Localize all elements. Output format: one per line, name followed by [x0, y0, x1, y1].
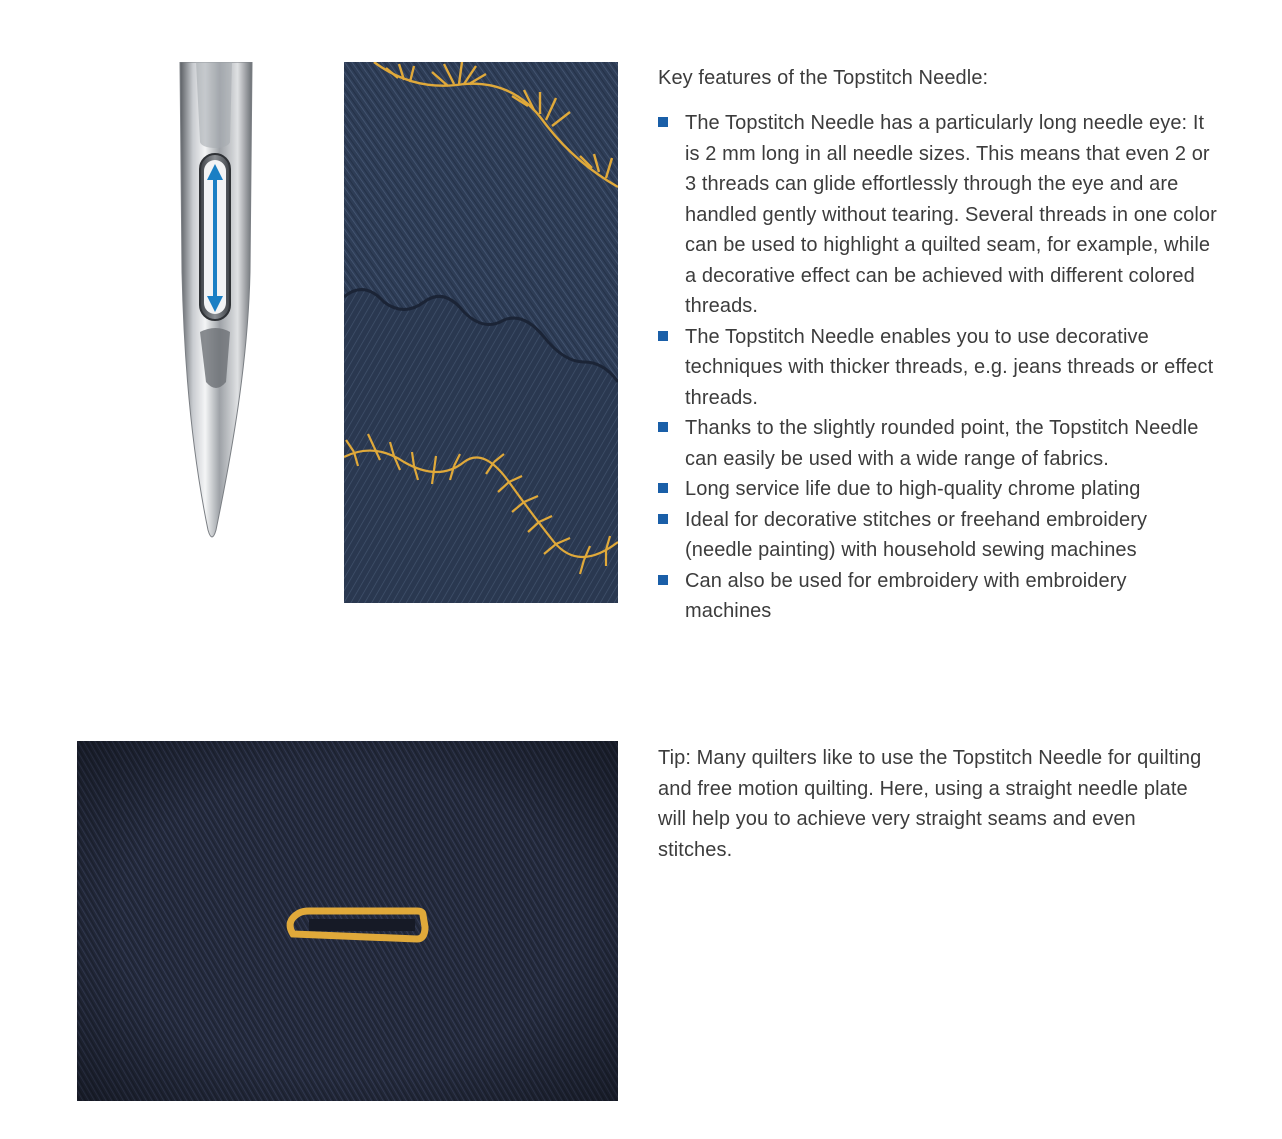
bullet-square-icon — [658, 575, 668, 585]
list-item — [658, 322, 1218, 414]
list-item — [658, 108, 1218, 322]
needle-eye-icon — [162, 62, 262, 544]
bullet-square-icon — [658, 422, 668, 432]
bullet-square-icon — [658, 117, 668, 127]
needle-image — [162, 62, 262, 544]
tip-text: Tip: Many quilters like to use the Topstitch Needle for quilting and free motion quilting. Here, using a straight needle plate will help you to achieve very straight seams and even stitches. — [658, 747, 1202, 861]
features-heading: Key features of the Topstitch Needle: — [658, 67, 989, 89]
decorative-stitch-denim-photo — [344, 62, 618, 603]
bullet-square-icon — [658, 514, 668, 524]
feature-text: Can also be used for embroidery with embroidery machines — [685, 569, 1127, 622]
feature-text: The Topstitch Needle enables you to use decorative techniques with thicker threads, e.g. jeans threads or effect threads. — [685, 325, 1214, 409]
list-item — [658, 474, 1218, 505]
feature-text: Ideal for decorative stitches or freehand embroidery (needle painting) with household sewing machines — [685, 508, 1148, 561]
feature-text: Thanks to the slightly rounded point, the Topstitch Needle can easily be used with a wide range of fabrics. — [685, 417, 1199, 470]
feature-text: The Topstitch Needle has a particularly long needle eye: It is 2 mm long in all needle sizes. This means that even 2 or 3 threads can glide effortlessly through the eye and are handled gently without tearing. Several threads in one color can be used to highlight a quilted seam, for example, while a decorative effect can be achieved with different colored threads. — [685, 112, 1217, 317]
bullet-square-icon — [658, 483, 668, 493]
feature-text: Long service life due to high-quality chrome plating — [685, 478, 1141, 500]
list-item — [658, 505, 1218, 566]
buttonhole-denim-photo — [77, 741, 618, 1101]
list-item — [658, 413, 1218, 474]
bullet-square-icon — [658, 331, 668, 341]
list-item — [658, 566, 1218, 627]
features-list — [658, 108, 1218, 627]
